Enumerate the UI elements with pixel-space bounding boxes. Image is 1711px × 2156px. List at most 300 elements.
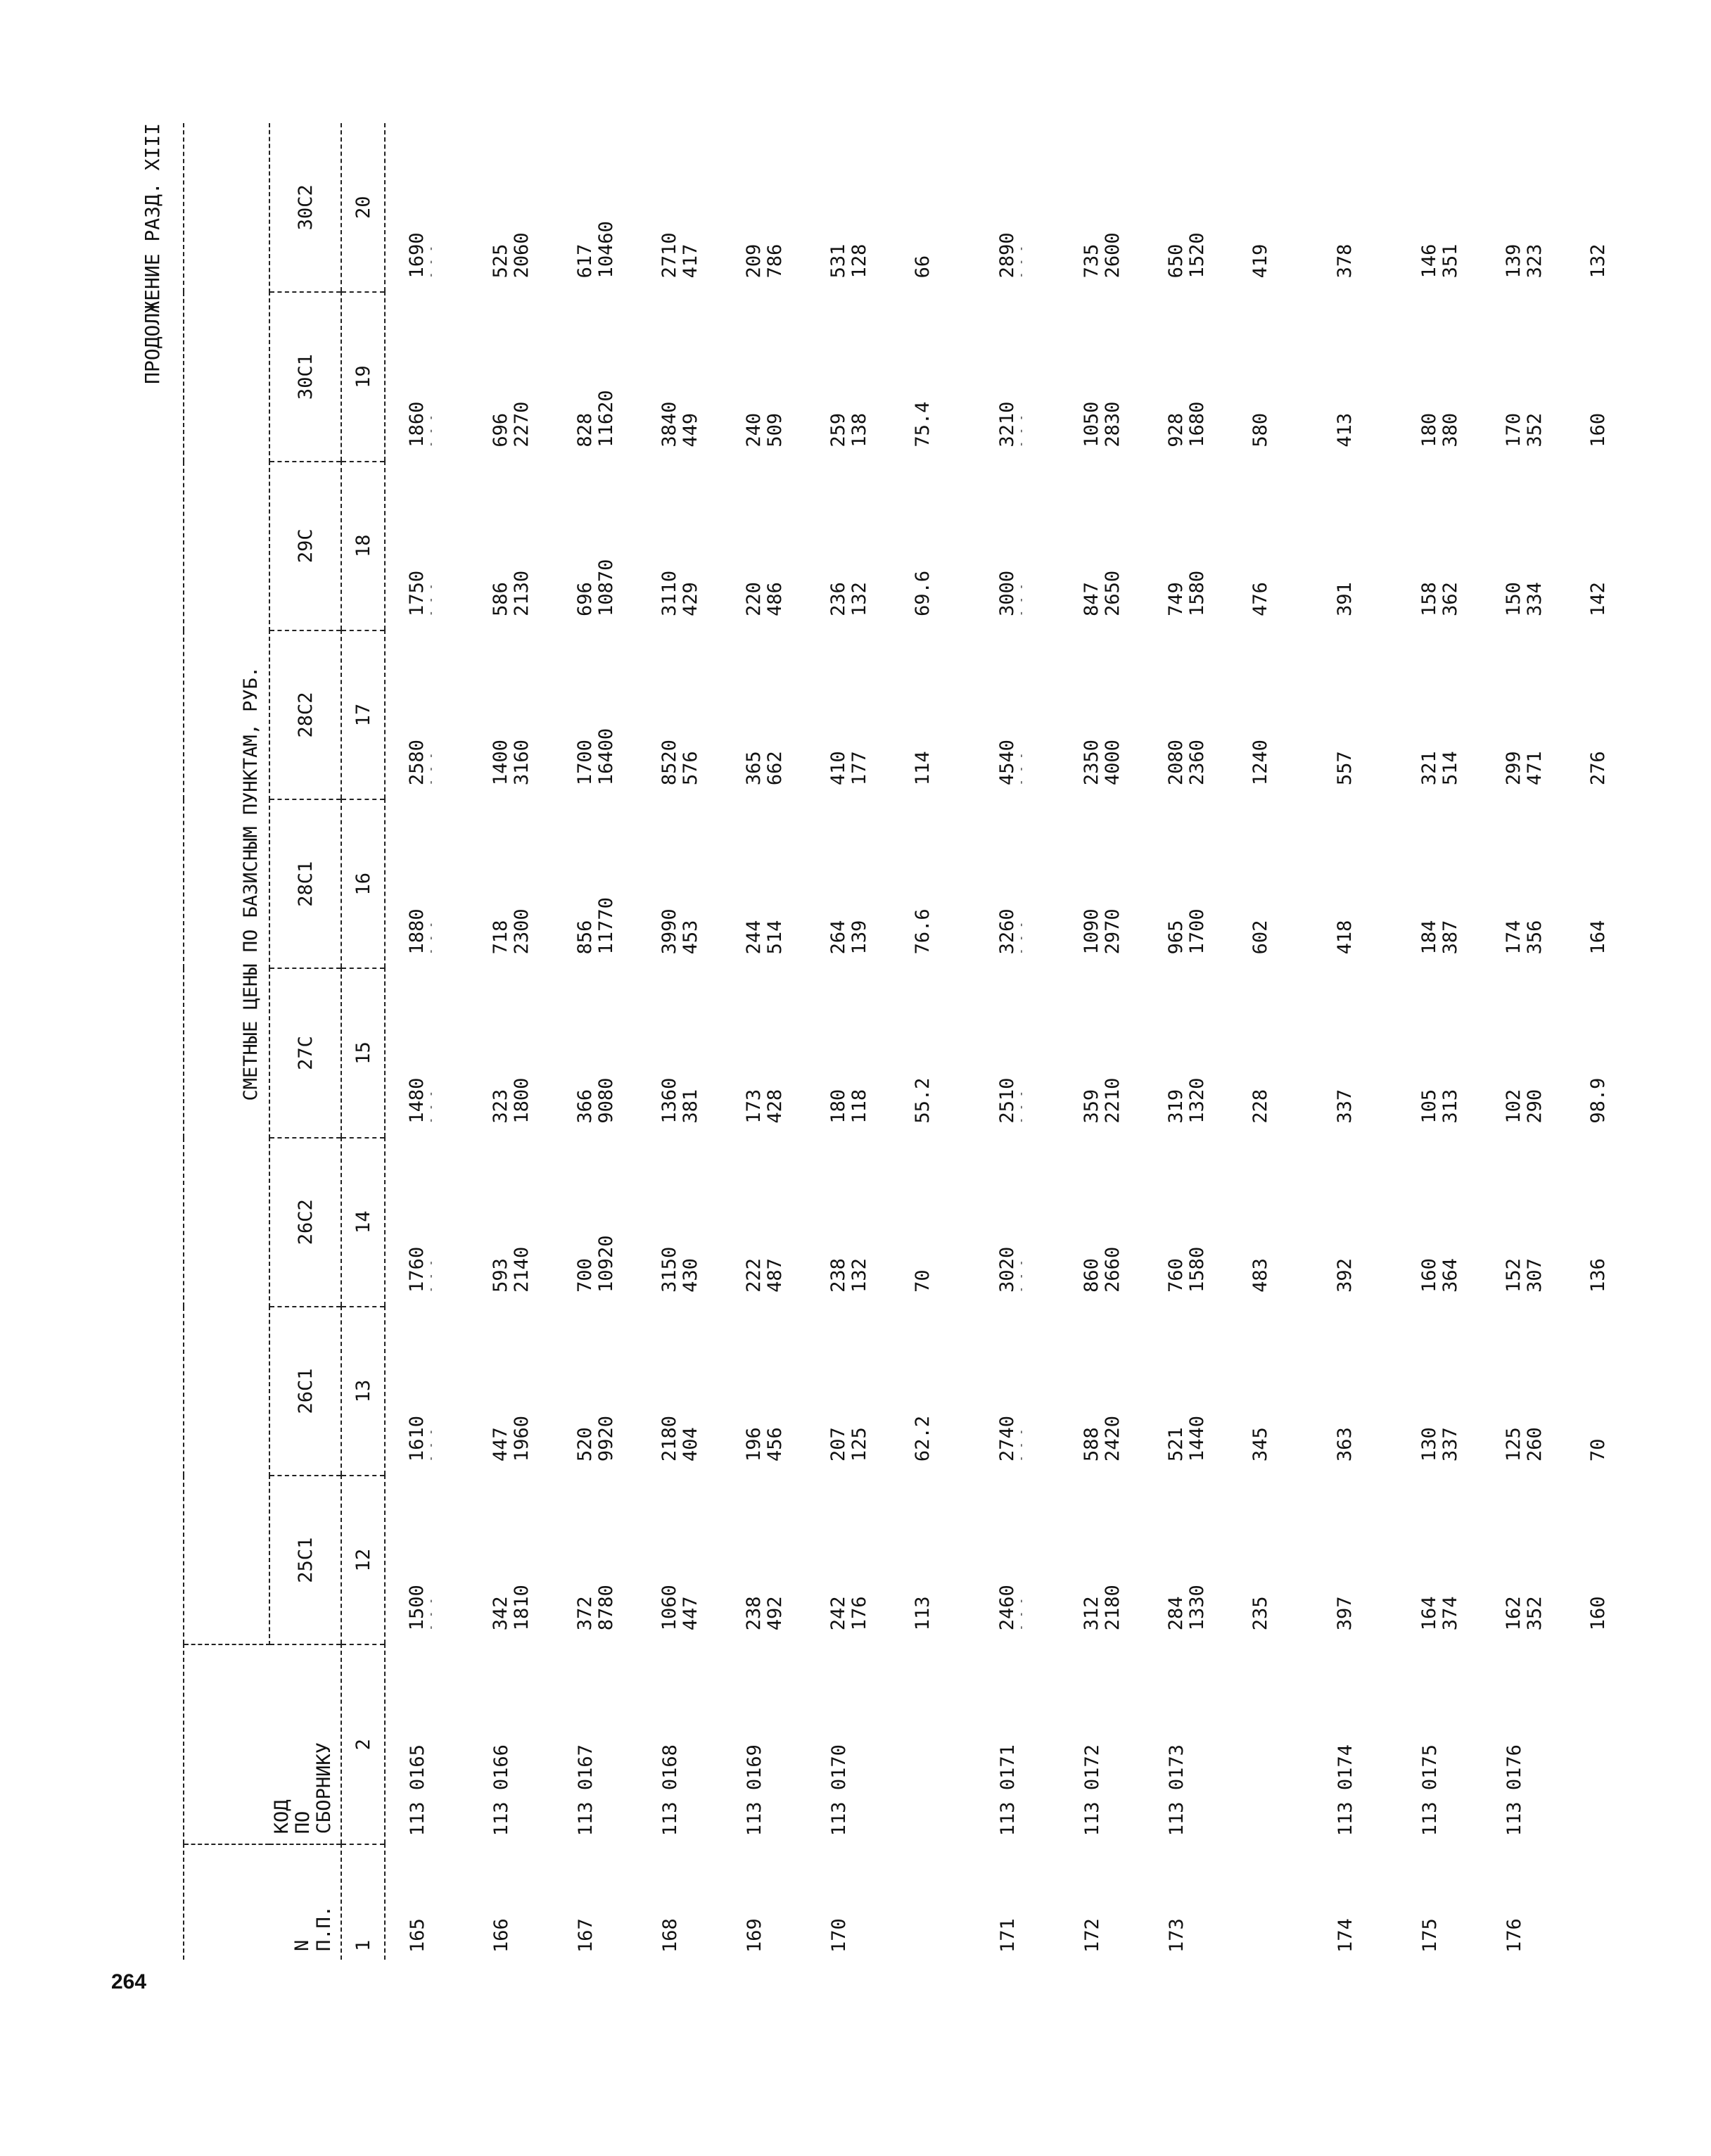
price-value-secondary: 16400 <box>595 728 617 786</box>
price-value: 531 <box>827 243 849 279</box>
price-value: 240 <box>743 412 765 448</box>
price-value-secondary: 374 <box>1439 1596 1461 1631</box>
price-value-secondary: 1700 <box>1186 908 1208 955</box>
price-cell <box>1567 123 1651 292</box>
price-cell <box>1567 1138 1651 1307</box>
price-value-secondary: 11620 <box>595 390 617 448</box>
price-cell <box>1060 1307 1145 1476</box>
price-value: 55.2 <box>912 1077 934 1124</box>
price-cell <box>385 462 469 630</box>
price-value: 342 <box>490 1596 511 1631</box>
group-title: СМЕТНЫЕ ЦЕНЫ ПО БАЗИСНЫМ ПУНКТАМ, РУБ. <box>184 123 269 1644</box>
row-number <box>1229 1844 1314 1960</box>
price-value-secondary: 576 <box>680 751 701 786</box>
price-value: 184 <box>1418 920 1440 955</box>
price-cell <box>1145 1138 1229 1307</box>
price-cell <box>1314 799 1398 968</box>
dash-separator: - - - <box>426 583 437 616</box>
price-value: 525 <box>490 243 511 279</box>
price-value: 3840 <box>659 401 680 448</box>
price-value: 69.6 <box>912 570 934 616</box>
price-value-secondary: 2600 <box>1102 232 1124 279</box>
price-value: 378 <box>1334 243 1356 279</box>
price-value: 242 <box>827 1596 849 1631</box>
price-value-secondary: 10460 <box>595 221 617 279</box>
price-cell <box>1229 292 1314 461</box>
row-number: 166 <box>490 1918 512 1953</box>
price-value-secondary: 139 <box>848 920 870 955</box>
price-value: 146 <box>1418 243 1440 279</box>
row-code: 113 0174 <box>1335 1744 1356 1837</box>
price-value: 125 <box>1503 1427 1525 1462</box>
price-value: 207 <box>827 1427 849 1462</box>
price-value: 220 <box>743 582 765 616</box>
price-value: 2580 <box>406 740 428 786</box>
row-code: 113 0176 <box>1503 1744 1525 1837</box>
price-value-secondary: 1800 <box>511 1077 533 1124</box>
price-value-secondary: 487 <box>764 1258 786 1293</box>
price-cell <box>1398 1307 1482 1476</box>
price-cell <box>1482 462 1567 630</box>
price-cell <box>1482 123 1567 292</box>
price-cell <box>807 1138 891 1307</box>
table-row <box>554 123 638 1960</box>
column-header: 26С2 <box>269 1138 341 1307</box>
price-value: 3210 <box>996 401 1018 448</box>
price-cell <box>385 1307 469 1476</box>
dash-separator: - - - <box>426 1259 437 1293</box>
price-value: 3000 <box>996 570 1018 616</box>
price-cell <box>638 1307 723 1476</box>
price-value: 3020 <box>996 1246 1018 1293</box>
price-cell <box>1398 292 1482 461</box>
price-value: 2510 <box>996 1077 1018 1124</box>
table-row <box>891 123 976 1960</box>
price-cell <box>1060 1138 1145 1307</box>
price-cell <box>1145 462 1229 630</box>
price-cell <box>1060 292 1145 461</box>
table-row <box>469 123 554 1960</box>
price-value: 284 <box>1165 1596 1187 1631</box>
price-value: 2350 <box>1081 740 1102 786</box>
price-value: 3260 <box>996 908 1018 955</box>
price-value-secondary: 509 <box>764 412 786 448</box>
price-value: 150 <box>1503 582 1525 616</box>
column-number: 1 <box>341 1844 385 1960</box>
price-value: 244 <box>743 920 765 955</box>
row-number: 165 <box>407 1918 428 1953</box>
price-cell <box>723 462 807 630</box>
price-value: 1400 <box>490 740 511 786</box>
price-value: 164 <box>1418 1596 1440 1631</box>
price-value: 580 <box>1249 412 1271 448</box>
row-code: 113 0175 <box>1419 1744 1441 1837</box>
column-header: 28С2 <box>269 630 341 799</box>
price-cell <box>1229 123 1314 292</box>
price-value-secondary: 380 <box>1439 412 1461 448</box>
price-cell <box>469 968 554 1137</box>
code-label-3: СБОРНИКУ <box>313 1742 335 1834</box>
row-number: 169 <box>744 1918 765 1953</box>
price-value: 392 <box>1334 1258 1356 1293</box>
column-header: 29С <box>269 462 341 630</box>
price-cell <box>638 292 723 461</box>
price-value-secondary: 1330 <box>1186 1585 1208 1631</box>
price-cell <box>807 123 891 292</box>
price-value: 1060 <box>659 1585 680 1631</box>
price-cell <box>891 123 976 292</box>
price-value-secondary: 1960 <box>511 1416 533 1462</box>
price-cell <box>1060 123 1145 292</box>
price-value-secondary: 447 <box>680 1596 701 1631</box>
price-cell <box>1229 968 1314 1137</box>
price-value: 1610 <box>406 1416 428 1462</box>
price-value: 928 <box>1165 412 1187 448</box>
column-number: 12 <box>341 1476 385 1644</box>
price-value-secondary: 125 <box>848 1427 870 1462</box>
price-cell <box>723 799 807 968</box>
price-value-secondary: 1680 <box>1186 401 1208 448</box>
price-value: 700 <box>574 1258 596 1293</box>
price-value: 3110 <box>659 570 680 616</box>
price-cell <box>1567 630 1651 799</box>
dash-separator: - - - <box>1016 583 1027 616</box>
price-value: 170 <box>1503 412 1525 448</box>
price-value: 312 <box>1081 1596 1102 1631</box>
price-cell <box>554 630 638 799</box>
price-cell <box>723 968 807 1137</box>
price-cell <box>1145 292 1229 461</box>
price-value-secondary: 1580 <box>1186 570 1208 616</box>
price-cell <box>891 292 976 461</box>
row-code: 113 0170 <box>828 1744 850 1837</box>
price-value: 521 <box>1165 1427 1187 1462</box>
column-number: 20 <box>341 123 385 292</box>
price-value: 238 <box>827 1258 849 1293</box>
column-number: 16 <box>341 799 385 968</box>
price-value-secondary: 307 <box>1524 1258 1546 1293</box>
price-value: 4540 <box>996 740 1018 786</box>
price-value: 588 <box>1081 1427 1102 1462</box>
price-cell <box>1398 462 1482 630</box>
row-number: 173 <box>1166 1918 1188 1953</box>
row-number: 167 <box>575 1918 597 1953</box>
price-value: 1500 <box>406 1585 428 1631</box>
column-header: 30С2 <box>269 123 341 292</box>
price-value: 337 <box>1334 1089 1356 1124</box>
price-value: 418 <box>1334 920 1356 955</box>
dash-separator: - - - <box>426 921 437 955</box>
price-table <box>183 123 1651 1960</box>
price-value: 142 <box>1587 582 1609 616</box>
price-cell <box>1145 1307 1229 1476</box>
price-value: 2890 <box>996 232 1018 279</box>
column-number: 13 <box>341 1307 385 1476</box>
price-cell <box>638 1476 723 1644</box>
price-value: 321 <box>1418 751 1440 786</box>
price-value: 2460 <box>996 1585 1018 1631</box>
price-cell <box>723 1138 807 1307</box>
price-value-secondary: 364 <box>1439 1258 1461 1293</box>
price-cell <box>1567 1307 1651 1476</box>
price-value: 1480 <box>406 1077 428 1124</box>
dash-separator: - - - <box>1016 921 1027 955</box>
price-value-secondary: 176 <box>848 1596 870 1631</box>
price-value: 113 <box>912 1596 934 1631</box>
price-cell <box>469 630 554 799</box>
column-number: 17 <box>341 630 385 799</box>
price-cell <box>1060 1476 1145 1644</box>
price-cell <box>1482 1138 1567 1307</box>
price-cell <box>976 799 1060 968</box>
price-value-secondary: 2360 <box>1186 740 1208 786</box>
price-cell <box>1398 1138 1482 1307</box>
price-cell <box>554 1138 638 1307</box>
price-value: 847 <box>1081 582 1102 616</box>
column-header: 27С <box>269 968 341 1137</box>
price-value: 319 <box>1165 1089 1187 1124</box>
price-value-secondary: 1580 <box>1186 1246 1208 1293</box>
price-value-secondary: 352 <box>1524 1596 1546 1631</box>
price-value: 136 <box>1587 1258 1609 1293</box>
price-cell <box>469 123 554 292</box>
price-cell <box>385 968 469 1137</box>
price-value-secondary: 138 <box>848 412 870 448</box>
row-code: 113 0166 <box>490 1744 512 1837</box>
price-value: 483 <box>1249 1258 1271 1293</box>
table-row <box>1060 123 1145 1960</box>
price-value-secondary: 11770 <box>595 897 617 955</box>
price-cell <box>1398 630 1482 799</box>
price-value-secondary: 2210 <box>1102 1077 1124 1124</box>
price-cell <box>1060 630 1145 799</box>
price-cell <box>469 1307 554 1476</box>
price-cell <box>554 1307 638 1476</box>
price-value: 102 <box>1503 1089 1525 1124</box>
dash-separator: - - - <box>1016 1597 1027 1631</box>
price-cell <box>1567 799 1651 968</box>
price-value: 162 <box>1503 1596 1525 1631</box>
price-value-secondary: 662 <box>764 751 786 786</box>
row-code: 113 0165 <box>407 1744 428 1837</box>
price-value-secondary: 260 <box>1524 1427 1546 1462</box>
table-row <box>1229 123 1314 1960</box>
price-cell <box>1314 1307 1398 1476</box>
column-number: 15 <box>341 968 385 1137</box>
price-value: 696 <box>574 582 596 616</box>
price-cell <box>1398 799 1482 968</box>
price-value: 130 <box>1418 1427 1440 1462</box>
price-cell <box>1314 1476 1398 1644</box>
price-cell <box>1145 123 1229 292</box>
price-cell <box>638 968 723 1137</box>
table-row <box>385 123 469 1960</box>
price-cell <box>469 799 554 968</box>
price-value: 66 <box>912 255 934 279</box>
price-value-secondary: 132 <box>848 582 870 616</box>
price-cell <box>1145 968 1229 1137</box>
price-value-secondary: 456 <box>764 1427 786 1462</box>
price-cell <box>554 123 638 292</box>
price-cell <box>638 1138 723 1307</box>
price-value: 158 <box>1418 582 1440 616</box>
price-value: 1240 <box>1249 740 1271 786</box>
price-value: 174 <box>1503 920 1525 955</box>
price-cell <box>385 292 469 461</box>
price-cell <box>1145 799 1229 968</box>
price-cell <box>385 1476 469 1644</box>
rotated-table-sheet <box>141 123 1618 1960</box>
page-number: 264 <box>111 1970 147 1993</box>
price-value-secondary: 429 <box>680 582 701 616</box>
column-header: 30С1 <box>269 292 341 461</box>
price-value: 264 <box>827 920 849 955</box>
price-cell <box>976 968 1060 1137</box>
price-value-secondary: 2660 <box>1102 1246 1124 1293</box>
dash-separator: - - - <box>426 414 437 448</box>
price-cell <box>1482 799 1567 968</box>
price-cell <box>385 799 469 968</box>
caption-bar <box>141 123 183 1960</box>
price-cell <box>1482 630 1567 799</box>
price-value-secondary: 514 <box>1439 751 1461 786</box>
dash-separator: - - - <box>426 1597 437 1631</box>
price-value-secondary: 2970 <box>1102 908 1124 955</box>
price-value-secondary: 128 <box>848 243 870 279</box>
price-value-secondary: 2060 <box>511 232 533 279</box>
price-value-secondary: 10870 <box>595 559 617 616</box>
table-row <box>638 123 723 1960</box>
row-code: 113 0167 <box>575 1744 597 1837</box>
price-cell <box>891 1307 976 1476</box>
price-cell <box>891 462 976 630</box>
price-value: 236 <box>827 582 849 616</box>
np-label-2: П.П. <box>313 1905 335 1951</box>
price-value: 365 <box>743 751 765 786</box>
price-value: 1880 <box>406 908 428 955</box>
price-value: 1860 <box>406 401 428 448</box>
column-number: 19 <box>341 292 385 461</box>
price-value-secondary: 2140 <box>511 1246 533 1293</box>
price-value: 1690 <box>406 232 428 279</box>
price-value: 557 <box>1334 751 1356 786</box>
price-value: 132 <box>1587 243 1609 279</box>
row-number: 170 <box>828 1918 850 1953</box>
price-value: 391 <box>1334 582 1356 616</box>
column-number-row <box>341 123 385 1960</box>
table-row <box>1145 123 1229 1960</box>
price-value-secondary: 1520 <box>1186 232 1208 279</box>
price-value: 696 <box>490 412 511 448</box>
dash-separator: - - - <box>426 1428 437 1462</box>
table-body <box>385 123 1651 1960</box>
price-value: 617 <box>574 243 596 279</box>
row-code: 113 0168 <box>659 1744 681 1837</box>
price-value: 1750 <box>406 570 428 616</box>
price-value-secondary: 2130 <box>511 570 533 616</box>
price-value-secondary: 337 <box>1439 1427 1461 1462</box>
row-number: 175 <box>1419 1918 1441 1953</box>
row-code: 113 0171 <box>997 1744 1019 1837</box>
price-value-secondary: 2300 <box>511 908 533 955</box>
table-row <box>723 123 807 1960</box>
price-cell <box>554 799 638 968</box>
price-value: 749 <box>1165 582 1187 616</box>
price-value-secondary: 1320 <box>1186 1077 1208 1124</box>
row-number: 171 <box>997 1918 1019 1953</box>
price-value: 2710 <box>659 232 680 279</box>
price-value-secondary: 356 <box>1524 920 1546 955</box>
price-value: 173 <box>743 1089 765 1124</box>
price-value: 520 <box>574 1427 596 1462</box>
price-value-secondary: 177 <box>848 751 870 786</box>
price-cell <box>891 1476 976 1644</box>
column-number: 14 <box>341 1138 385 1307</box>
price-value: 299 <box>1503 751 1525 786</box>
price-value: 160 <box>1418 1258 1440 1293</box>
price-cell <box>976 292 1060 461</box>
row-code <box>1229 1644 1314 1844</box>
price-cell <box>976 123 1060 292</box>
price-cell <box>554 968 638 1137</box>
price-cell <box>469 292 554 461</box>
price-value: 3150 <box>659 1246 680 1293</box>
table-row <box>1398 123 1482 1960</box>
price-value: 180 <box>1418 412 1440 448</box>
table-row <box>976 123 1060 1960</box>
row-number <box>1567 1844 1651 1960</box>
price-value: 259 <box>827 412 849 448</box>
price-cell <box>554 1476 638 1644</box>
price-value: 419 <box>1249 243 1271 279</box>
price-cell <box>723 1307 807 1476</box>
table-row <box>1314 123 1398 1960</box>
price-value-secondary: 417 <box>680 243 701 279</box>
price-value-secondary: 362 <box>1439 582 1461 616</box>
price-value-secondary: 486 <box>764 582 786 616</box>
price-cell <box>1314 292 1398 461</box>
price-cell <box>638 630 723 799</box>
price-value: 1760 <box>406 1246 428 1293</box>
row-code <box>1567 1644 1651 1844</box>
price-value: 1360 <box>659 1077 680 1124</box>
np-header <box>184 1844 341 1960</box>
row-number: 174 <box>1335 1918 1356 1953</box>
row-code: 113 0173 <box>1166 1744 1188 1837</box>
price-value-secondary: 290 <box>1524 1089 1546 1124</box>
price-value: 586 <box>490 582 511 616</box>
price-value-secondary: 1810 <box>511 1585 533 1631</box>
price-cell <box>469 1138 554 1307</box>
price-value: 363 <box>1334 1427 1356 1462</box>
price-cell <box>385 123 469 292</box>
price-value-secondary: 492 <box>764 1596 786 1631</box>
price-value: 410 <box>827 751 849 786</box>
price-value: 8520 <box>659 740 680 786</box>
price-value: 760 <box>1165 1258 1187 1293</box>
price-value-secondary: 352 <box>1524 412 1546 448</box>
price-cell <box>1145 630 1229 799</box>
price-cell <box>1229 1138 1314 1307</box>
price-cell <box>554 292 638 461</box>
price-value: 164 <box>1587 920 1609 955</box>
price-value: 3990 <box>659 908 680 955</box>
price-value-secondary: 430 <box>680 1258 701 1293</box>
price-cell <box>976 1138 1060 1307</box>
price-value-secondary: 514 <box>764 920 786 955</box>
price-value: 180 <box>827 1089 849 1124</box>
price-cell <box>1229 1476 1314 1644</box>
